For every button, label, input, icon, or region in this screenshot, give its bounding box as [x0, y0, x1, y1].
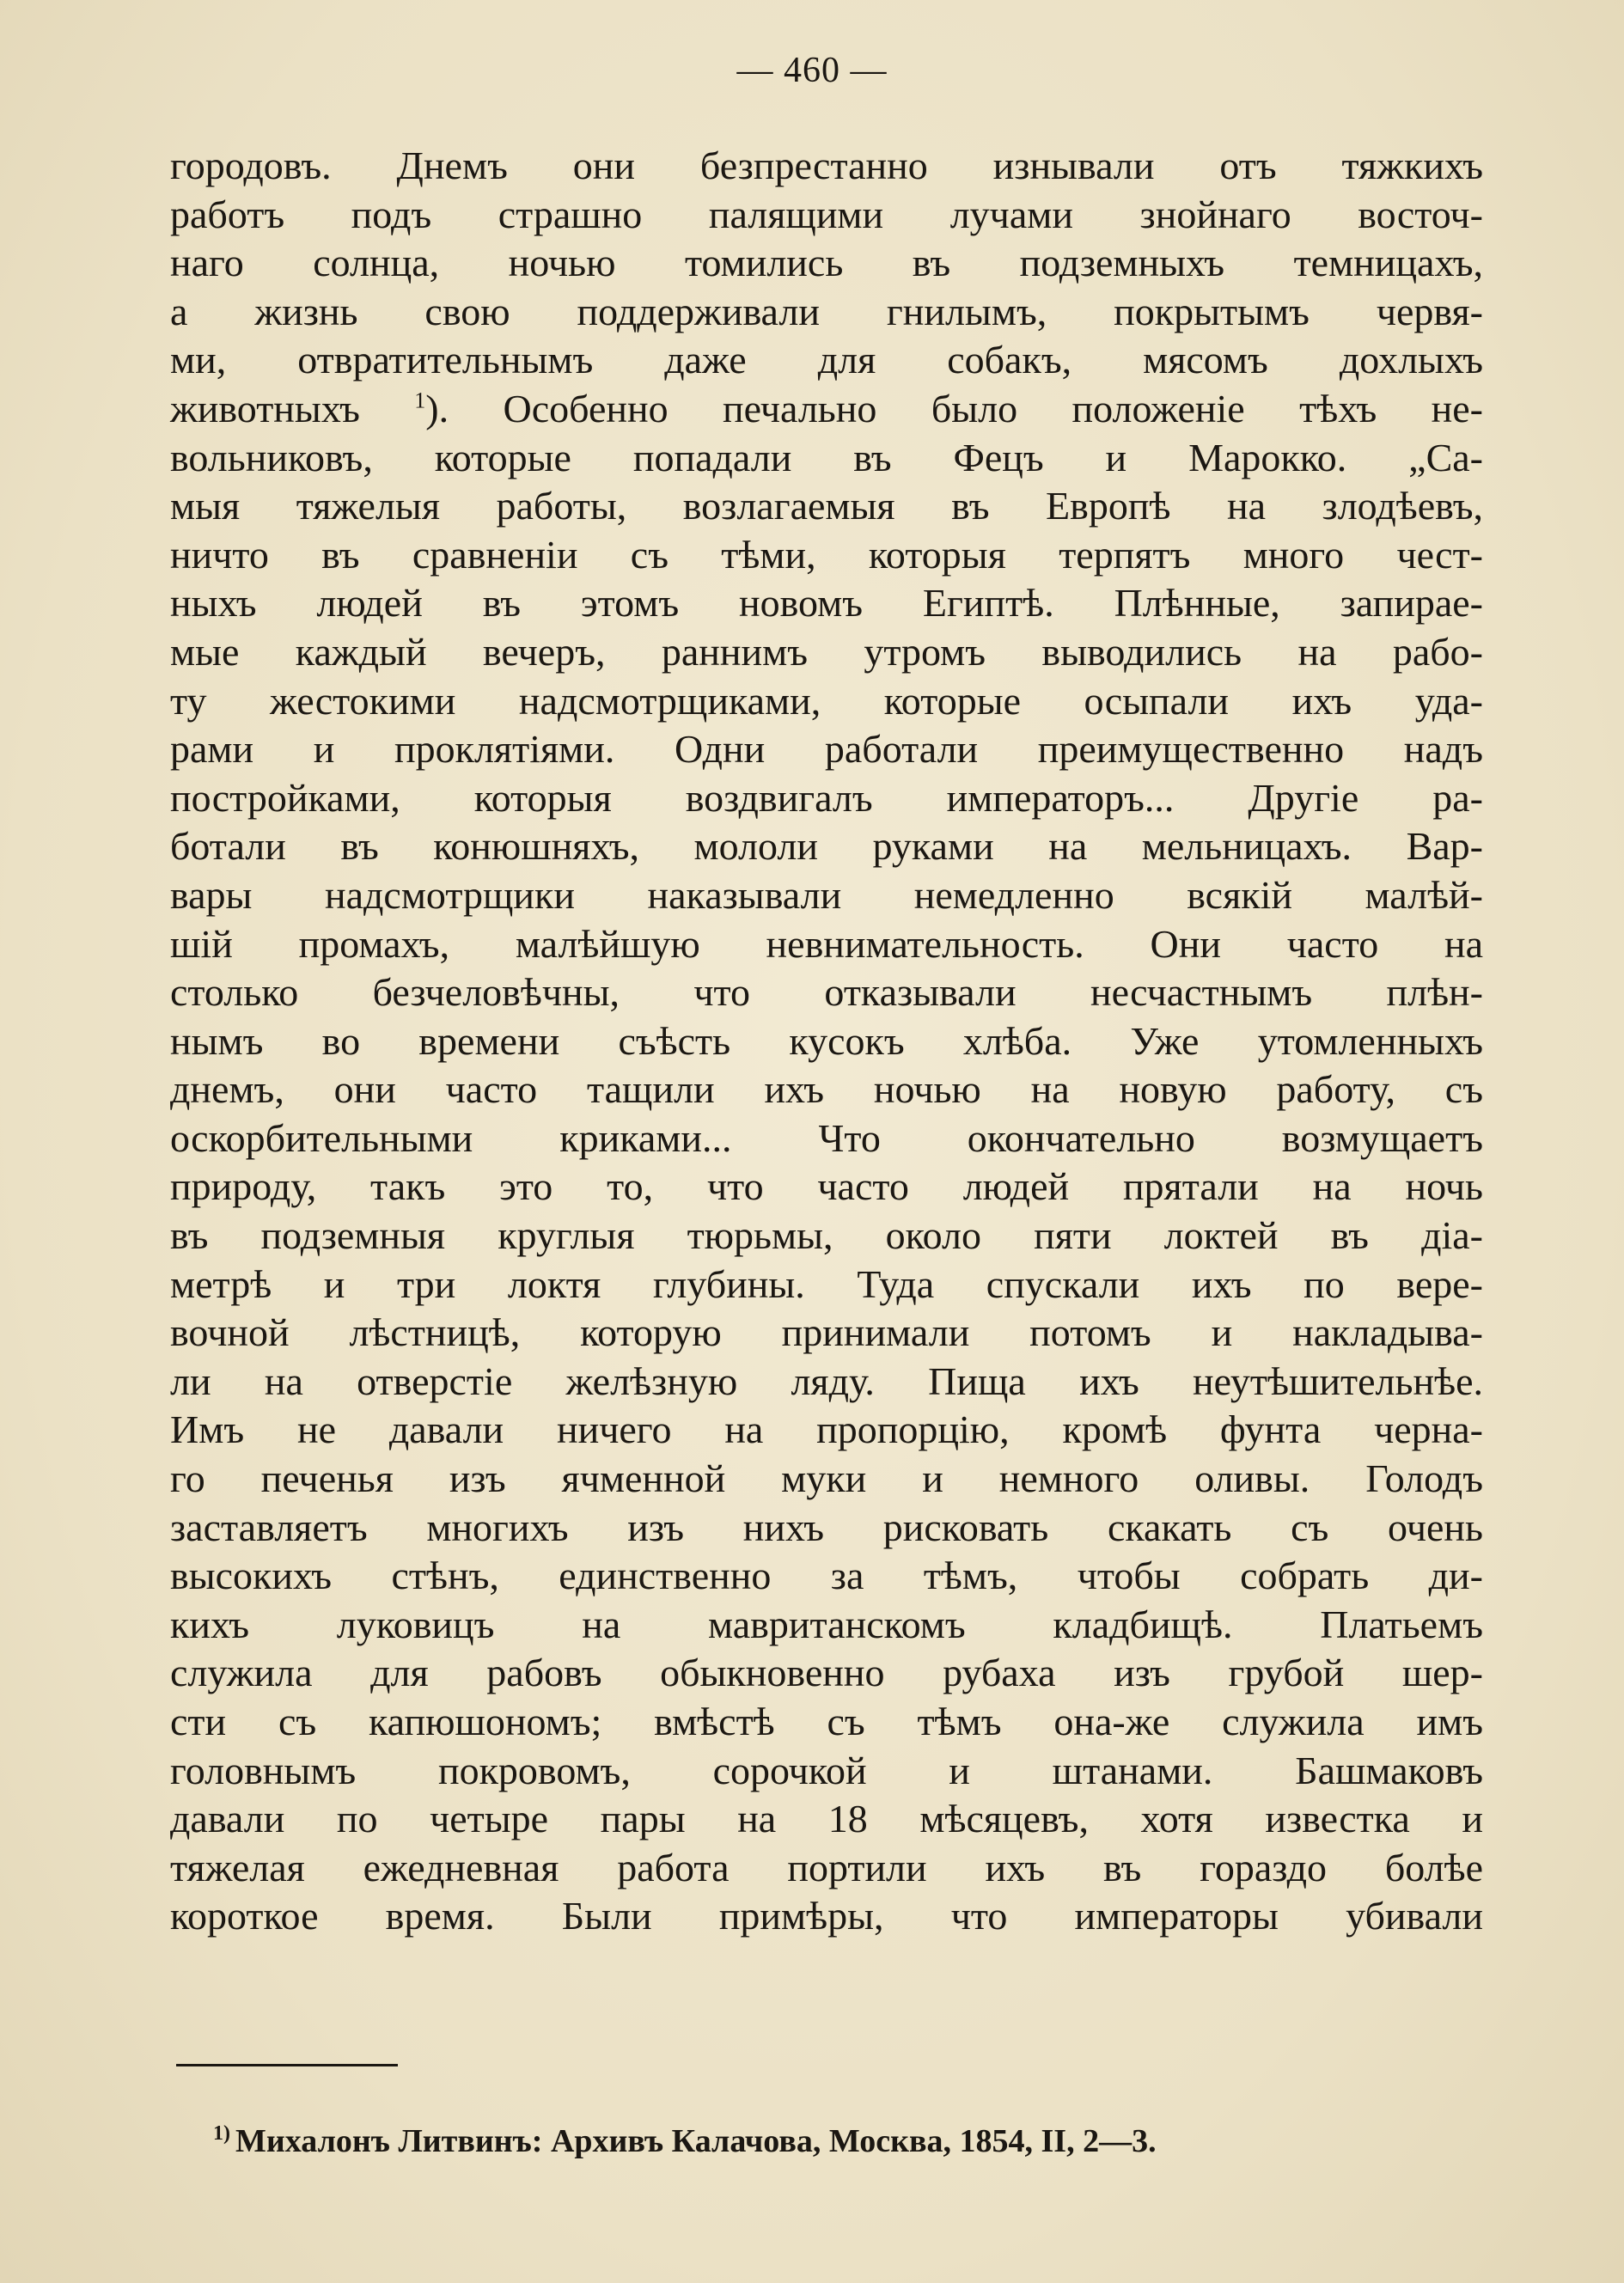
text-line: вары надсмотрщики наказывали немедленно всякій малѣй- [170, 872, 1483, 917]
text-line: ли на отверстіе желѣзную ляду. Пища ихъ неутѣшительнѣе. [170, 1358, 1483, 1403]
text-fragment: животныхъ [170, 386, 360, 430]
text-line: ничто въ сравненіи съ тѣми, которыя терпятъ много чест- [170, 532, 1483, 577]
text-line: вочной лѣстницѣ, которую принимали потомъ и накладыва- [170, 1310, 1483, 1355]
text-line: вольниковъ, которые попадали въ Фецъ и Марокко. „Са- [170, 435, 1483, 479]
text-line: высокихъ стѣнъ, единственно за тѣмъ, чтобы собрать ди- [170, 1554, 1483, 1598]
text-line: тяжелая ежедневная работа портили ихъ въ гораздо болѣе [170, 1845, 1483, 1889]
text-line: давали по четыре пары на 18 мѣсяцевъ, хотя известка и [170, 1797, 1483, 1841]
text-line: въ подземныя круглыя тюрьмы, около пяти локтей въ діа- [170, 1213, 1483, 1258]
text-line: столько безчеловѣчны, что отказывали несчастнымъ плѣн- [170, 970, 1483, 1015]
text-line: ныхъ людей въ этомъ новомъ Египтѣ. Плѣнные, запирае- [170, 581, 1483, 626]
body-text [170, 142, 1483, 1941]
footnote-text: Михалонъ Литвинъ: Архивъ Калачова, Москва, 1854, II, 2—3. [235, 2123, 1157, 2159]
text-line: постройками, которыя воздвигалъ императоръ... Другіе ра- [170, 775, 1483, 820]
text-line: шій промахъ, малѣйшую невнимательность. Они часто на [170, 921, 1483, 966]
text-line: ми, отвратительнымъ даже для собакъ, мясомъ дохлыхъ [170, 338, 1483, 382]
text-line: заставляетъ многихъ изъ нихъ рисковать скакать съ очень [170, 1505, 1483, 1549]
footnote-marker: 1) [213, 2122, 230, 2146]
footnote-reference: 1 [414, 388, 426, 413]
text-line: головнымъ покровомъ, сорочкой и штанами. Башмаковъ [170, 1748, 1483, 1792]
text-line: короткое время. Были примѣры, что императоры убивали [170, 1894, 1483, 1938]
text-line: работъ подъ страшно палящими лучами знойнаго восточ- [170, 192, 1483, 236]
text-line: городовъ. Днемъ они безпрестанно изнывали отъ тяжкихъ [170, 143, 1483, 187]
page-number: — 460 — [736, 51, 888, 90]
text-line: го печенья изъ ячменной муки и немного оливы. Голодъ [170, 1456, 1483, 1501]
text-line: днемъ, они часто тащили ихъ ночью на новую работу, съ [170, 1067, 1483, 1112]
text-line: нымъ во времени съѣсть кусокъ хлѣба. Уже утомленныхъ [170, 1018, 1483, 1063]
text-line: рами и проклятіями. Одни работали преимущественно надъ [170, 727, 1483, 772]
text-line: мыя тяжелыя работы, возлагаемыя въ Европѣ на злодѣевъ, [170, 484, 1483, 528]
text-line-with-footnote-ref [170, 385, 1483, 434]
text-fragment: ). Особенно печально было положеніе тѣхъ не- [425, 386, 1484, 430]
text-line: природу, такъ это то, что часто людей прятали на ночь [170, 1164, 1483, 1209]
footnote [213, 2122, 1157, 2160]
text-line: мые каждый вечеръ, раннимъ утромъ выводились на рабо- [170, 629, 1483, 674]
text-line: ботали въ конюшняхъ, мололи руками на мельницахъ. Вар- [170, 824, 1483, 869]
footnote-divider [176, 2064, 398, 2066]
text-line: наго солнца, ночью томились въ подземныхъ темницахъ, [170, 241, 1483, 285]
text-line: Имъ не давали ничего на пропорцію, кромѣ фунта черна- [170, 1407, 1483, 1452]
text-line: ту жестокими надсмотрщиками, которые осыпали ихъ уда- [170, 678, 1483, 723]
text-line: а жизнь свою поддерживали гнилымъ, покрытымъ червя- [170, 289, 1483, 333]
text-line: кихъ луковицъ на мавританскомъ кладбищѣ. Платьемъ [170, 1602, 1483, 1646]
text-line: оскорбительными криками... Что окончательно возмущаетъ [170, 1115, 1483, 1160]
text-line: служила для рабовъ обыкновенно рубаха изъ грубой шер- [170, 1651, 1483, 1695]
text-line: метрѣ и три локтя глубины. Туда спускали ихъ по вере- [170, 1261, 1483, 1306]
text-line: сти съ капюшономъ; вмѣстѣ съ тѣмъ она-же служила имъ [170, 1700, 1483, 1743]
